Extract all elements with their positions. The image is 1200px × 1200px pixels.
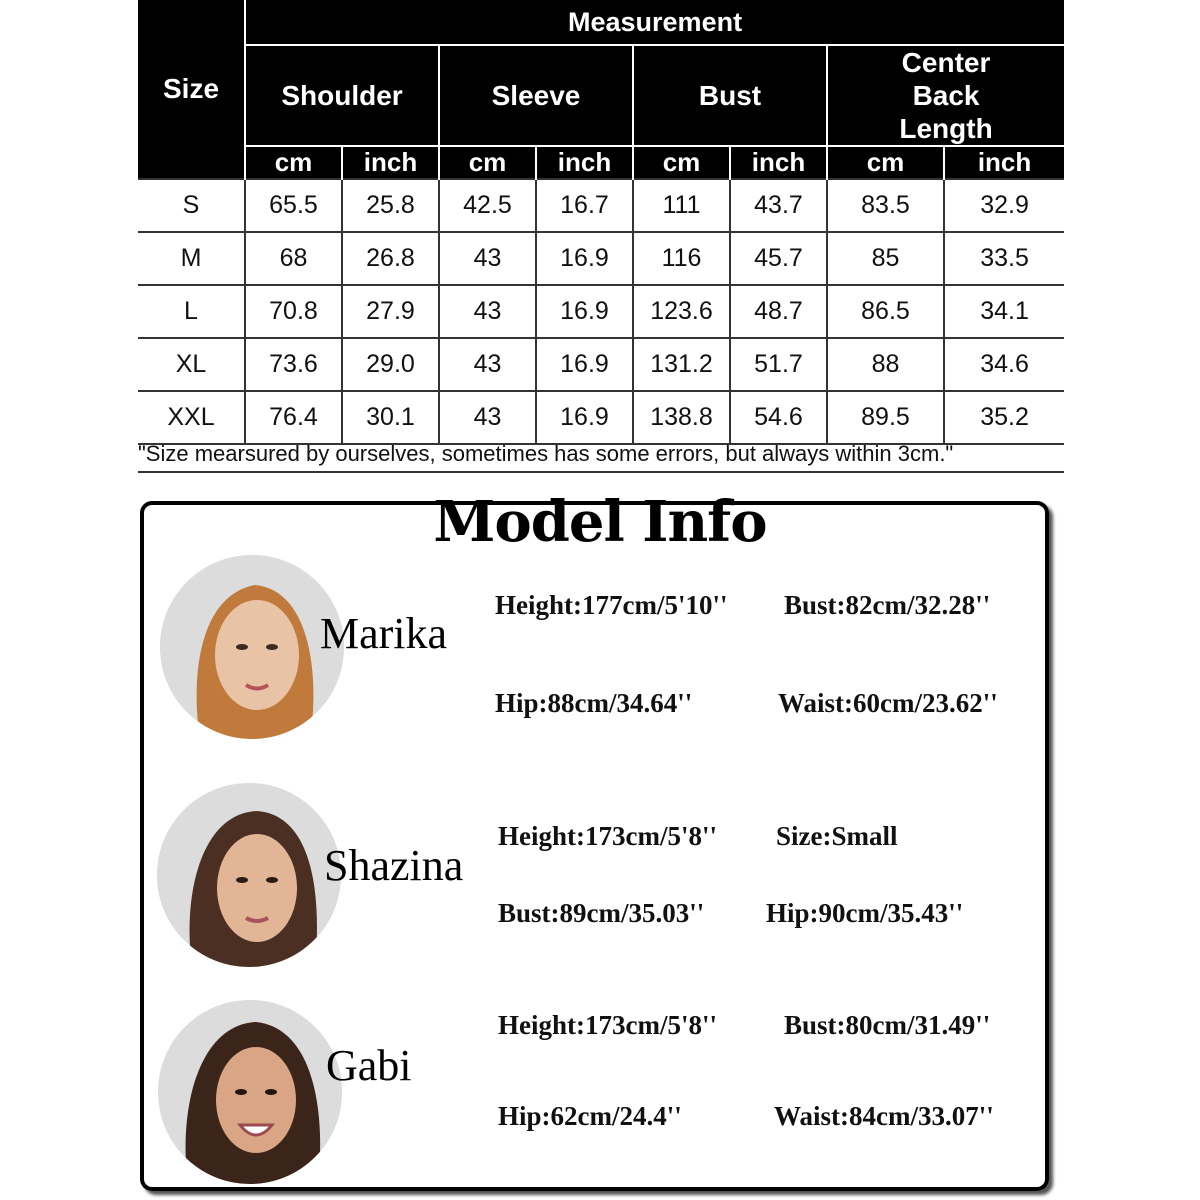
model-stat: Bust:82cm/32.28'' xyxy=(784,590,991,620)
model-stat: Size:Small xyxy=(776,821,898,851)
model-stat: Height:173cm/5'8'' xyxy=(498,1010,717,1040)
size-cell: M xyxy=(138,232,245,285)
measurement-cell: 16.9 xyxy=(536,338,633,391)
measurement-cell: 111 xyxy=(633,179,730,232)
measurement-cell: 85 xyxy=(827,232,944,285)
unit-header: cm xyxy=(633,146,730,179)
measurement-cell: 89.5 xyxy=(827,391,944,444)
group-header-bust: Bust xyxy=(633,45,827,146)
measurement-cell: 86.5 xyxy=(827,285,944,338)
measurement-cell: 16.9 xyxy=(536,391,633,444)
model-avatar-marika xyxy=(160,555,344,739)
measurement-header: Measurement xyxy=(245,0,1064,45)
unit-header: cm xyxy=(439,146,536,179)
model-stat: Waist:84cm/33.07'' xyxy=(774,1101,994,1131)
measurement-cell: 16.9 xyxy=(536,285,633,338)
group-header-shoulder: Shoulder xyxy=(245,45,439,146)
portrait-icon xyxy=(157,783,341,967)
model-stat: Hip:88cm/34.64'' xyxy=(495,688,693,718)
measurement-cell: 34.6 xyxy=(944,338,1064,391)
measurement-cell: 43 xyxy=(439,391,536,444)
model-avatar-gabi xyxy=(158,1000,342,1184)
measurement-cell: 138.8 xyxy=(633,391,730,444)
measurement-cell: 68 xyxy=(245,232,342,285)
size-row xyxy=(138,232,1064,285)
model-stat: Hip:90cm/35.43'' xyxy=(766,898,964,928)
measurement-cell: 29.0 xyxy=(342,338,439,391)
model-avatar-shazina xyxy=(157,783,341,967)
size-row xyxy=(138,285,1064,338)
model-name-shazina: Shazina xyxy=(324,841,464,890)
measurement-cell: 45.7 xyxy=(730,232,827,285)
size-cell: XXL xyxy=(138,391,245,444)
measurement-cell: 34.1 xyxy=(944,285,1064,338)
model-stat: Hip:62cm/24.4'' xyxy=(498,1101,682,1131)
measurement-cell: 33.5 xyxy=(944,232,1064,285)
measurement-cell: 43 xyxy=(439,285,536,338)
model-stat: Waist:60cm/23.62'' xyxy=(778,688,998,718)
size-rows xyxy=(138,179,1064,444)
size-cell: L xyxy=(138,285,245,338)
model-stat: Bust:80cm/31.49'' xyxy=(784,1010,991,1040)
portrait-icon xyxy=(160,555,344,739)
model-stat: Height:177cm/5'10'' xyxy=(495,590,728,620)
measurement-cell: 43 xyxy=(439,232,536,285)
measurement-cell: 51.7 xyxy=(730,338,827,391)
model-stat: Height:173cm/5'8'' xyxy=(498,821,717,851)
measurement-cell: 43.7 xyxy=(730,179,827,232)
size-row xyxy=(138,338,1064,391)
size-cell: XL xyxy=(138,338,245,391)
measurement-cell: 70.8 xyxy=(245,285,342,338)
unit-header: inch xyxy=(944,146,1064,179)
group-header-sleeve: Sleeve xyxy=(439,45,633,146)
size-header: Size xyxy=(138,0,245,179)
measurement-cell: 25.8 xyxy=(342,179,439,232)
unit-header: inch xyxy=(730,146,827,179)
measurement-cell: 32.9 xyxy=(944,179,1064,232)
measurement-cell: 76.4 xyxy=(245,391,342,444)
unit-header: cm xyxy=(245,146,342,179)
measurement-cell: 83.5 xyxy=(827,179,944,232)
measurement-cell: 30.1 xyxy=(342,391,439,444)
measurement-cell: 16.9 xyxy=(536,232,633,285)
unit-header: inch xyxy=(536,146,633,179)
model-name-gabi: Gabi xyxy=(326,1041,412,1090)
measurement-cell: 54.6 xyxy=(730,391,827,444)
unit-header: cm xyxy=(827,146,944,179)
measurement-cell: 43 xyxy=(439,338,536,391)
size-row xyxy=(138,179,1064,232)
measurement-cell: 48.7 xyxy=(730,285,827,338)
measurement-cell: 131.2 xyxy=(633,338,730,391)
measurement-cell: 35.2 xyxy=(944,391,1064,444)
measurement-cell: 27.9 xyxy=(342,285,439,338)
measurement-cell: 42.5 xyxy=(439,179,536,232)
model-info-title: Model Info xyxy=(433,489,767,555)
center-back-length-label: Center Back Length xyxy=(899,47,993,144)
measurement-cell: 65.5 xyxy=(245,179,342,232)
model-stat: Bust:89cm/35.03'' xyxy=(498,898,705,928)
measurement-cell: 88 xyxy=(827,338,944,391)
size-cell: S xyxy=(138,179,245,232)
measurement-cell: 16.7 xyxy=(536,179,633,232)
measurement-cell: 26.8 xyxy=(342,232,439,285)
portrait-icon xyxy=(158,1000,342,1184)
model-name-marika: Marika xyxy=(320,609,448,658)
size-chart-table xyxy=(138,0,1064,445)
measurement-cell: 73.6 xyxy=(245,338,342,391)
size-note: "Size mearsured by ourselves, sometimes has some errors, but always within 3cm." xyxy=(138,437,1064,473)
unit-header: inch xyxy=(342,146,439,179)
group-header-center-back-length xyxy=(827,45,1064,146)
measurement-cell: 123.6 xyxy=(633,285,730,338)
measurement-cell: 116 xyxy=(633,232,730,285)
